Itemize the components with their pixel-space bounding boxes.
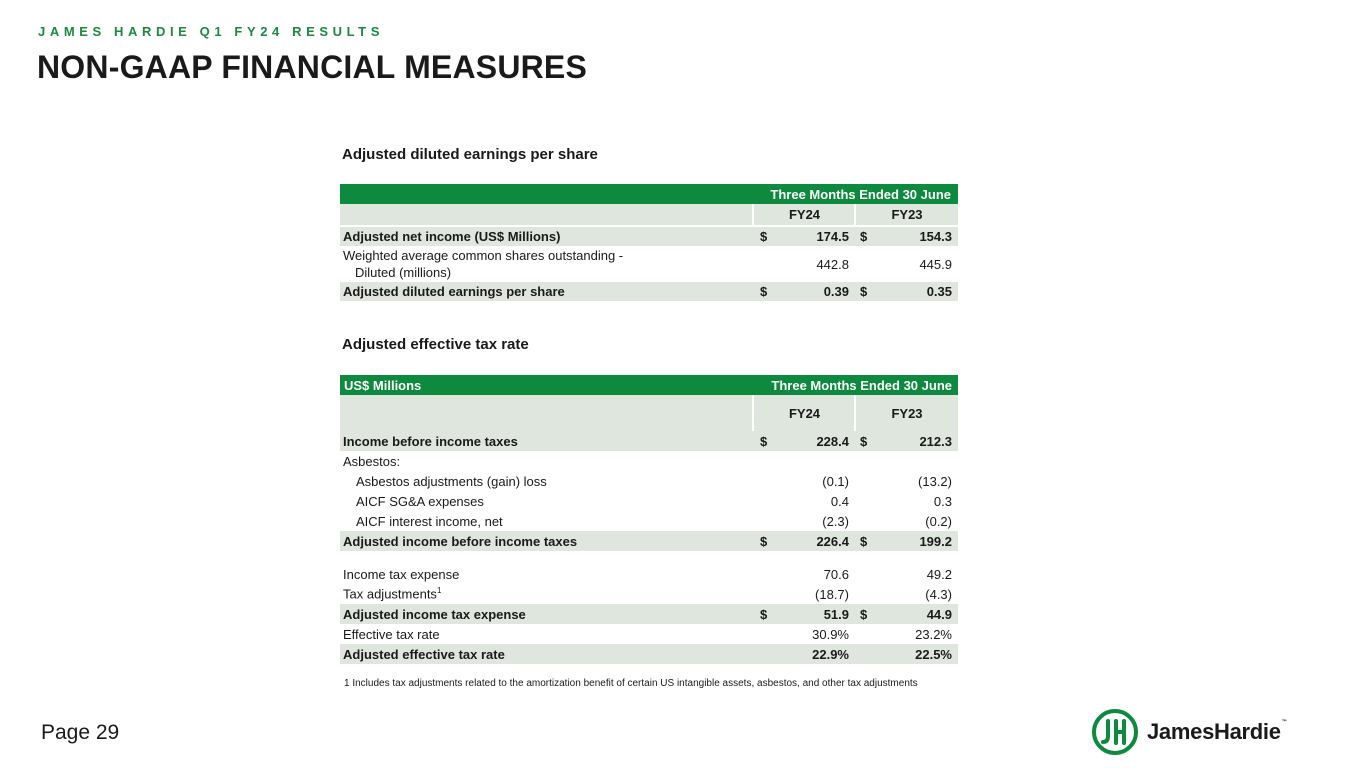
footnote-marker: 1	[436, 586, 442, 596]
table-row: Adjusted diluted earnings per share $ 0.39 $ 0.35	[340, 282, 958, 301]
table-row: Effective tax rate 30.9% 23.2%	[343, 626, 952, 642]
table-row: Adjusted income before income taxes $ 226.4 $ 199.2	[340, 531, 958, 551]
jh-emblem-icon	[1091, 708, 1139, 756]
tax-column-header-row	[340, 395, 958, 431]
tax-col-fy24: FY24	[754, 395, 854, 431]
logo-wordmark: JamesHardie™	[1147, 719, 1287, 744]
table-row: Asbestos adjustments (gain) loss (0.1) (13.2)	[356, 473, 952, 489]
tax-table-title: Adjusted effective tax rate	[342, 336, 529, 353]
tax-period-header: Three Months Ended 30 June	[771, 377, 952, 393]
presentation-supertitle: JAMES HARDIE Q1 FY24 RESULTS	[38, 24, 384, 39]
table-row: Asbestos:	[343, 453, 401, 469]
james-hardie-logo	[1091, 708, 1286, 756]
table-row: Income tax expense 70.6 49.2	[343, 566, 952, 582]
table-row: Income before income taxes $ 228.4 $ 212.3	[340, 431, 958, 451]
eps-period-header: Three Months Ended 30 June	[770, 186, 951, 202]
page-title: NON-GAAP FINANCIAL MEASURES	[37, 49, 588, 85]
table-row: Adjusted income tax expense $ 51.9 $ 44.9	[340, 604, 958, 624]
eps-period-header-row	[340, 184, 958, 204]
tax-unit-header: US$ Millions	[344, 377, 422, 393]
page-number: Page 29	[41, 721, 120, 744]
eps-table-title: Adjusted diluted earnings per share	[342, 146, 598, 163]
footnote: 1 Includes tax adjustments related to the amortization benefit of certain US intangible assets, asbestos, and other tax adjustments	[344, 678, 918, 689]
eps-column-header-row	[340, 204, 958, 225]
eps-table	[340, 184, 958, 301]
table-row: AICF SG&A expenses 0.4 0.3	[356, 493, 952, 509]
table-row: Weighted average common shares outstanding - Diluted (millions) 442.8 445.9	[343, 248, 952, 280]
eps-col-fy23: FY23	[856, 204, 958, 225]
eps-col-fy24: FY24	[754, 204, 854, 225]
tax-header-row	[340, 375, 958, 395]
table-row: Tax adjustments$^1$ (18.7) (4.3)	[343, 586, 952, 602]
table-row: AICF interest income, net (2.3) (0.2)	[356, 513, 952, 529]
table-row: Adjusted net income (US$ Millions) $ 174.5 $ 154.3	[340, 227, 958, 246]
tax-table	[340, 375, 958, 664]
tax-col-fy23: FY23	[856, 395, 958, 431]
table-row: Adjusted effective tax rate 22.9% 22.5%	[340, 644, 958, 664]
